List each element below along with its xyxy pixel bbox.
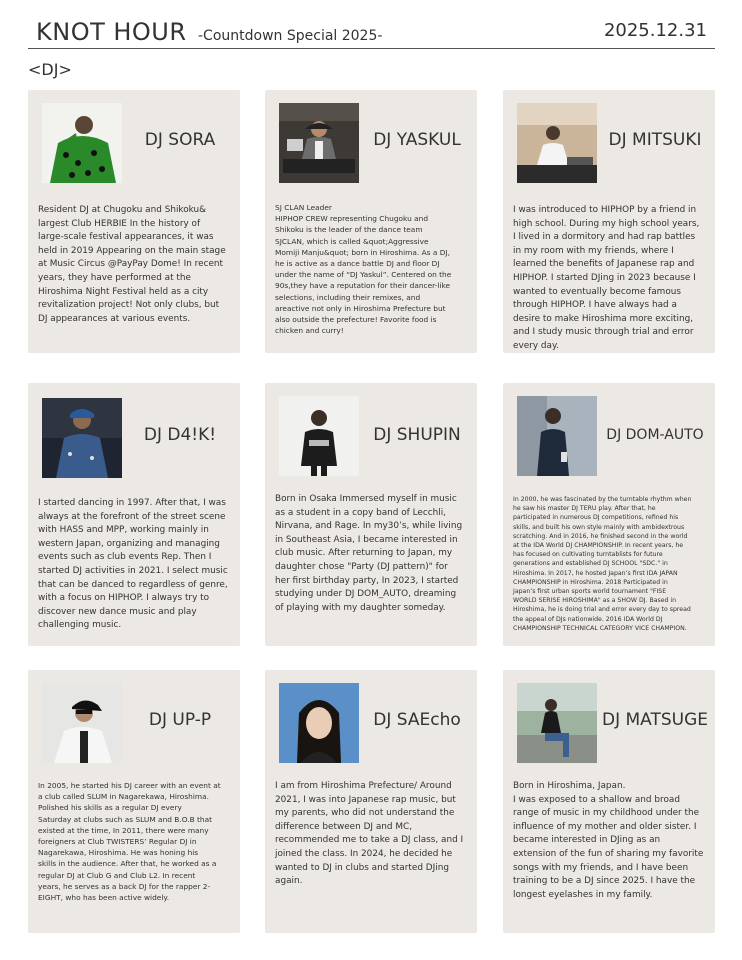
bio-line: challenging music. bbox=[38, 620, 122, 631]
bio-line: range of music in my childhood under the bbox=[513, 808, 700, 819]
dj-card bbox=[265, 670, 477, 933]
bio-line: and I study music through trial and error bbox=[513, 327, 694, 338]
dj-name: DJ SHUPIN bbox=[373, 425, 461, 445]
bio-line: daughter chose "Party (DJ pattern)" for bbox=[275, 561, 448, 572]
bio-line: with HASS and MPP, working mainly in bbox=[38, 525, 209, 536]
bio-line: Hiroshima. In 2017, he hosted Japan’s first IDA JAPAN bbox=[513, 569, 678, 577]
bio-line: I am from Hiroshima Prefecture/ Around bbox=[275, 781, 452, 791]
bio-line: high school. During my high school years, bbox=[513, 218, 700, 229]
bio-line: events such as club events Rep. Then I bbox=[38, 552, 212, 563]
bio-line: every day. bbox=[513, 340, 559, 351]
dj-card bbox=[503, 383, 715, 646]
bio-line: In 2005, he started his DJ career with an event at bbox=[38, 781, 221, 790]
bio-line: also outside the prefecture! Favorite food is bbox=[275, 315, 437, 325]
dj-photo bbox=[279, 683, 359, 763]
bio-line: HIPHOP CREW representing Chugoku and bbox=[275, 214, 429, 224]
bio-line: I was exposed to a shallow and broad bbox=[513, 794, 680, 805]
bio-line: skills, and built his own style mainly with ambidextrous bbox=[513, 523, 685, 531]
bio-line: with a focus on HIPHOP. I always try to bbox=[38, 593, 210, 604]
dj-name: DJ MATSUGE bbox=[601, 710, 709, 730]
dj-name: DJ SORA bbox=[144, 130, 216, 150]
bio-line: longest eyelashes in my family. bbox=[513, 889, 653, 900]
bio-line: the appeal of DJs nationwide. 2016 IDA World DJ bbox=[513, 615, 663, 623]
bio-line: Hiroshima Night Festival held as a city bbox=[38, 286, 209, 297]
bio-line: western Japan, organizing and managing bbox=[38, 538, 220, 549]
dj-photo bbox=[279, 396, 359, 476]
bio-line: has focused on cultivating turntablists for future bbox=[513, 551, 663, 559]
bio-line: WORLD SERISE HIROSHIMA" as a SHOW DJ. Based in bbox=[513, 597, 677, 605]
event-title: KNOT HOUR bbox=[36, 18, 187, 46]
bio-line: songs with my friends, and I have been bbox=[513, 862, 689, 873]
dj-card bbox=[503, 90, 715, 353]
dj-photo bbox=[279, 103, 359, 183]
bio-line: I started dancing in 1997. After that, I was bbox=[38, 498, 226, 508]
bio-line: Polished his skills as a regular DJ every bbox=[38, 803, 182, 813]
bio-line: extension of the fun of sharing my favorite bbox=[513, 848, 704, 859]
bio-line: difference between DJ and MC, bbox=[275, 821, 413, 832]
bio-line: joined the class. In 2024, he decided he bbox=[275, 848, 453, 859]
dj-bio bbox=[38, 497, 232, 633]
bio-line: CHAMPIONSHIP in Hiroshima. 2018 Participated in bbox=[513, 578, 668, 586]
dj-photo bbox=[517, 103, 597, 183]
bio-line: again. bbox=[275, 876, 303, 887]
bio-line: training to be a DJ since 2025. I have the bbox=[513, 876, 696, 887]
bio-line: SJCLAN, which is called &quot;Aggressive bbox=[275, 236, 429, 246]
bio-line: selections, including their remixes, and bbox=[275, 292, 421, 302]
dj-name: DJ MITSUKI bbox=[608, 130, 702, 150]
dj-photo bbox=[42, 398, 122, 478]
bio-line: discover new dance music and play bbox=[38, 606, 197, 617]
bio-line: Japan’s first urban sports world tournament "FISE bbox=[513, 588, 667, 596]
bio-line: through HIPHOP. I have always had a bbox=[513, 300, 677, 311]
bio-line: Resident DJ at Chugoku and Shikoku& bbox=[38, 205, 207, 215]
bio-line: desire to make Hiroshima more exciting, bbox=[513, 313, 694, 324]
bio-line: chicken and curry! bbox=[275, 326, 344, 336]
dj-card bbox=[265, 90, 477, 353]
bio-line: recommended me to take a DJ class, and I bbox=[275, 835, 464, 846]
dj-name: DJ UP-P bbox=[148, 710, 212, 730]
dj-bio bbox=[513, 495, 707, 633]
dj-photo bbox=[42, 683, 122, 763]
bio-line: under the name of “DJ Yaskul”. Centered on the bbox=[275, 270, 452, 280]
bio-line: largest Club HERBIE In the history of bbox=[38, 218, 201, 229]
dj-photo bbox=[517, 683, 597, 763]
bio-line: wanted to eventually become famous bbox=[513, 286, 682, 297]
dj-bio bbox=[275, 780, 469, 889]
bio-line: in my room with my friends, where I bbox=[513, 245, 674, 256]
bio-line: areactive not only in Hiroshima Prefecture but bbox=[275, 303, 446, 313]
dj-bio bbox=[275, 493, 469, 615]
bio-line: I lived in a dormitory and had rap battles bbox=[513, 232, 696, 243]
bio-line: Momiji Manju&quot; born in Hiroshima. As a DJ, bbox=[275, 247, 450, 257]
bio-line: he is active as a dance battle DJ and floor DJ bbox=[275, 259, 440, 269]
bio-line: her first birthday party, In 2023, I started bbox=[275, 575, 459, 586]
bio-line: Born in Hiroshima, Japan. bbox=[513, 781, 626, 791]
dj-card bbox=[503, 670, 715, 933]
bio-line: influence of my mother and older sister. I bbox=[513, 821, 697, 832]
bio-line: Saturday at clubs such as SLUM and B.O.B that bbox=[38, 814, 213, 824]
dj-name: DJ YASKUL bbox=[373, 130, 461, 150]
bio-line: my parents, who did not understand the bbox=[275, 808, 455, 819]
bio-line: at Music Circus @PayPay Dome! In recent bbox=[38, 259, 224, 270]
bio-line: Nagarekawa, Hiroshima. He was honing his bbox=[38, 848, 199, 858]
bio-line: years, they have performed at the bbox=[38, 272, 191, 283]
bio-line: Shikoku is the leader of the dance team bbox=[275, 225, 423, 235]
bio-line: Hiroshima, he is doing trial and error every day to spread bbox=[513, 606, 691, 614]
bio-line: revitalization project! Not only clubs, but bbox=[38, 300, 220, 311]
bio-line: skills in the audience. After that, he worked as a bbox=[38, 859, 217, 869]
dj-card bbox=[265, 383, 477, 646]
section-title: <DJ> bbox=[28, 60, 72, 79]
bio-line: of playing with my daughter someday. bbox=[275, 602, 446, 613]
page-header bbox=[28, 14, 715, 49]
bio-line: 2021, I was into Japanese rap music, but bbox=[275, 794, 456, 805]
bio-line: CHAMPIONSHIP TECHNICAL CATEGORY VICE CHAMPION. bbox=[513, 624, 687, 632]
bio-line: a club called SLUM in Nagarekawa, Hiroshima. bbox=[38, 792, 209, 802]
bio-line: at the IDA World DJ CHAMPIONSHIP. In recent years, he bbox=[513, 542, 684, 550]
bio-line: became interested in DJing as an bbox=[513, 835, 661, 846]
event-date: 2025.12.31 bbox=[603, 20, 707, 41]
bio-line: Born in Osaka Immersed myself in music bbox=[275, 494, 457, 504]
bio-line: 90s,they have a reputation for their dancer-like bbox=[275, 281, 451, 291]
bio-line: regular DJ at Club G and Club L2. In recent bbox=[38, 870, 196, 880]
bio-line: participated in numerous DJ competitions, refined his bbox=[513, 514, 679, 522]
dj-name: DJ D4!K! bbox=[143, 425, 217, 445]
bio-line: club music. After returning to Japan, my bbox=[275, 548, 453, 559]
bio-line: DJ appearances at various events. bbox=[38, 313, 191, 324]
bio-line: scratching. And in 2016, he finished second in the world bbox=[513, 532, 688, 540]
bio-line: years, he serves as a back DJ for the rapper 2- bbox=[38, 881, 211, 891]
bio-line: HIPHOP. I started DJing in 2023 because I bbox=[513, 272, 696, 283]
bio-line: always at the forefront of the street scene bbox=[38, 511, 226, 522]
bio-line: studying under DJ DOM_AUTO, dreaming bbox=[275, 589, 457, 600]
bio-line: learned the benefits of Japanese rap and bbox=[513, 259, 695, 270]
bio-line: wanted to DJ in clubs and started DJing bbox=[275, 862, 449, 873]
bio-line: in Southeast Asia, I became interested in bbox=[275, 534, 458, 545]
bio-line: generations and established DJ SCHOOL "SDC." in bbox=[513, 560, 668, 568]
dj-bio bbox=[513, 780, 707, 902]
bio-line: he saw his master DJ TERU play. After that, he bbox=[513, 505, 656, 513]
bio-line: In 2000, he was fascinated by the turntable rhythm when bbox=[513, 496, 692, 503]
dj-bio bbox=[38, 780, 232, 903]
bio-line: as a student in a copy band of Lecchli, bbox=[275, 507, 446, 518]
dj-card bbox=[28, 90, 240, 353]
bio-line: EIGHT, who has been active widely. bbox=[38, 893, 170, 903]
dj-bio bbox=[38, 204, 232, 326]
bio-line: large-scale festival appearances, it was bbox=[38, 232, 214, 243]
dj-name: DJ SAEcho bbox=[373, 710, 461, 730]
dj-photo bbox=[42, 103, 122, 183]
bio-line: started DJ activities in 2021. I select music bbox=[38, 565, 228, 576]
dj-bio bbox=[513, 204, 707, 354]
bio-line: held in 2019 Appearing on the main stage bbox=[38, 245, 226, 256]
dj-name: DJ DOM-AUTO bbox=[606, 427, 704, 443]
dj-bio bbox=[275, 202, 469, 336]
bio-line: SJ CLAN Leader bbox=[275, 203, 332, 212]
bio-line: that can be danced to regardless of genre, bbox=[38, 579, 228, 590]
dj-photo bbox=[517, 396, 597, 476]
event-subtitle: -Countdown Special 2025- bbox=[198, 28, 383, 44]
dj-card bbox=[28, 670, 240, 933]
bio-line: existed at the time, In 2011, there were many bbox=[38, 825, 209, 835]
bio-line: I was introduced to HIPHOP by a friend in bbox=[513, 205, 697, 215]
bio-line: foreigners at Club TWISTERS’ Regular DJ in bbox=[38, 837, 197, 847]
dj-card bbox=[28, 383, 240, 646]
bio-line: Nirvana, and Rage. In my30’s, while living bbox=[275, 521, 463, 532]
